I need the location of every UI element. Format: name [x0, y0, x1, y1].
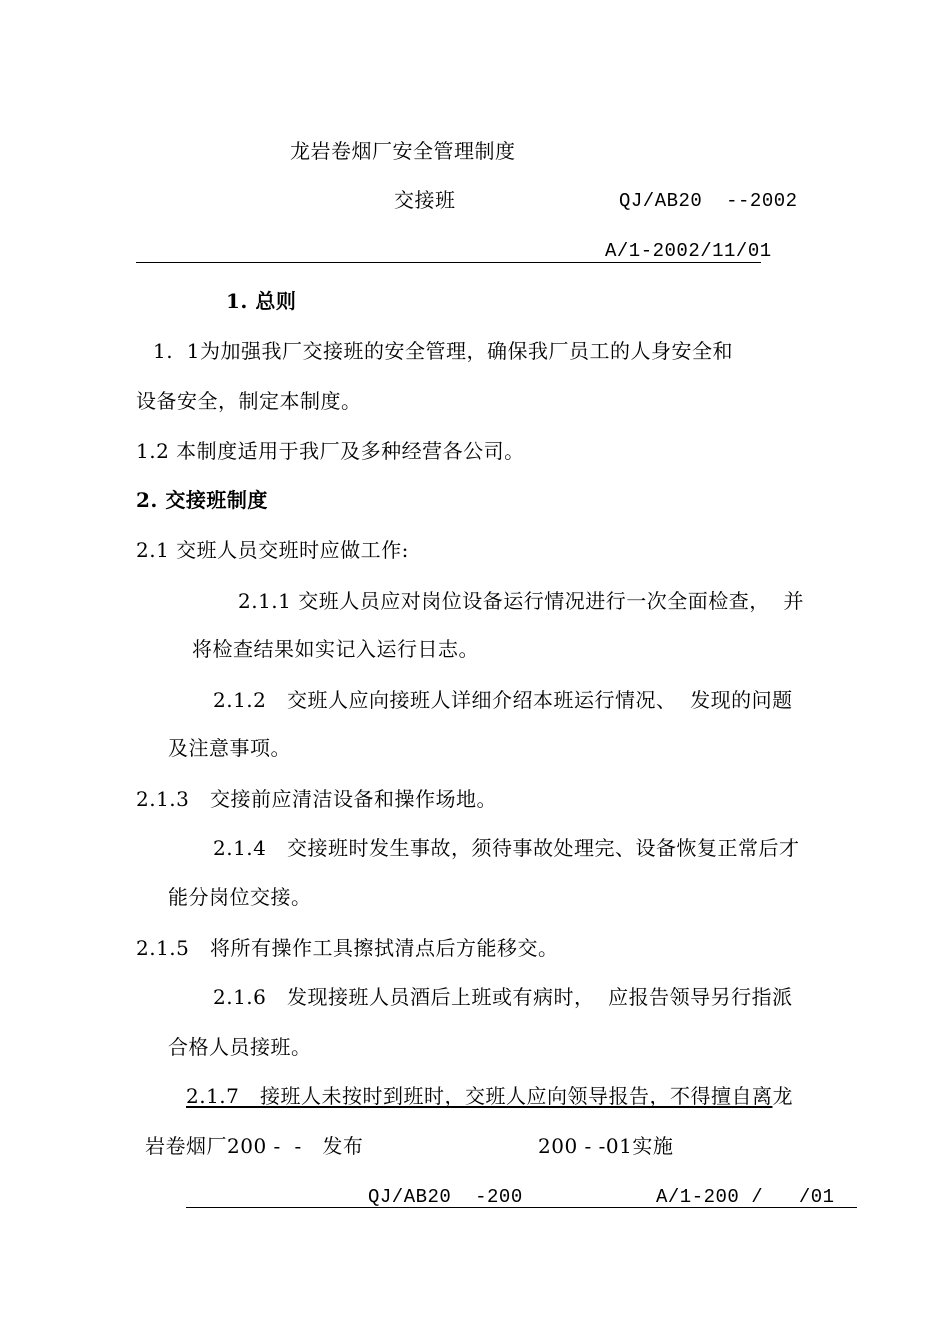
clause-2-1-7-tail: 龙 [772, 1084, 793, 1108]
clause-1-1-line-1: 1. 1为加强我厂交接班的安全管理，确保我厂员工的人身安全和 [153, 339, 734, 363]
clause-2-1-5: 2.1.5 将所有操作工具擦拭清点后方能移交。 [136, 936, 559, 960]
document-code: QJ/AB20 --2002 [619, 190, 798, 212]
footer-version: A/1-200 / /01 [656, 1186, 835, 1208]
clause-2-1-1-line-1: 2.1.1 交班人员应对岗位设备运行情况进行一次全面检查， 并 [238, 589, 804, 613]
clause-2-1-6-line-1: 2.1.6 发现接班人员酒后上班或有病时， 应报告领导另行指派 [213, 985, 793, 1009]
clause-2-1-4-line-2: 能分岗位交接。 [168, 885, 312, 909]
clause-2-1: 2.1 交班人员交班时应做工作: [136, 538, 409, 562]
clause-2-1-1-line-2: 将检查结果如实记入运行日志。 [192, 637, 479, 661]
footer-code: QJ/AB20 -200 [368, 1186, 523, 1208]
document-title: 龙岩卷烟厂安全管理制度 [290, 139, 516, 163]
clause-2-1-7-line-1 [186, 1084, 793, 1108]
header-rule [136, 262, 761, 263]
section-1-heading: 1. 总则 [226, 289, 297, 313]
section-2-heading: 2. 交接班制度 [136, 488, 268, 512]
footer-rule [186, 1207, 857, 1208]
clause-2-1-3: 2.1.3 交接前应清洁设备和操作场地。 [136, 787, 497, 811]
footer-issue: 岩卷烟厂200 - - 发布 [145, 1134, 364, 1158]
clause-2-1-7-underlined: 2.1.7 接班人未按时到班时，交班人应向领导报告，不得擅自离 [186, 1084, 773, 1108]
clause-2-1-2-line-2: 及注意事项。 [168, 736, 291, 760]
clause-1-1-line-2: 设备安全，制定本制度。 [136, 389, 362, 413]
footer-effective: 200 - -01实施 [538, 1134, 674, 1158]
clause-2-1-2-line-1: 2.1.2 交班人应向接班人详细介绍本班运行情况、 发现的问题 [213, 688, 793, 712]
document-version: A/1-2002/11/01 [605, 240, 772, 262]
clause-2-1-6-line-2: 合格人员接班。 [168, 1035, 312, 1059]
clause-2-1-4-line-1: 2.1.4 交接班时发生事故，须待事故处理完、设备恢复正常后才 [213, 836, 800, 860]
document-subject: 交接班 [394, 188, 456, 212]
clause-1-2: 1.2 本制度适用于我厂及多种经营各公司。 [136, 439, 525, 463]
